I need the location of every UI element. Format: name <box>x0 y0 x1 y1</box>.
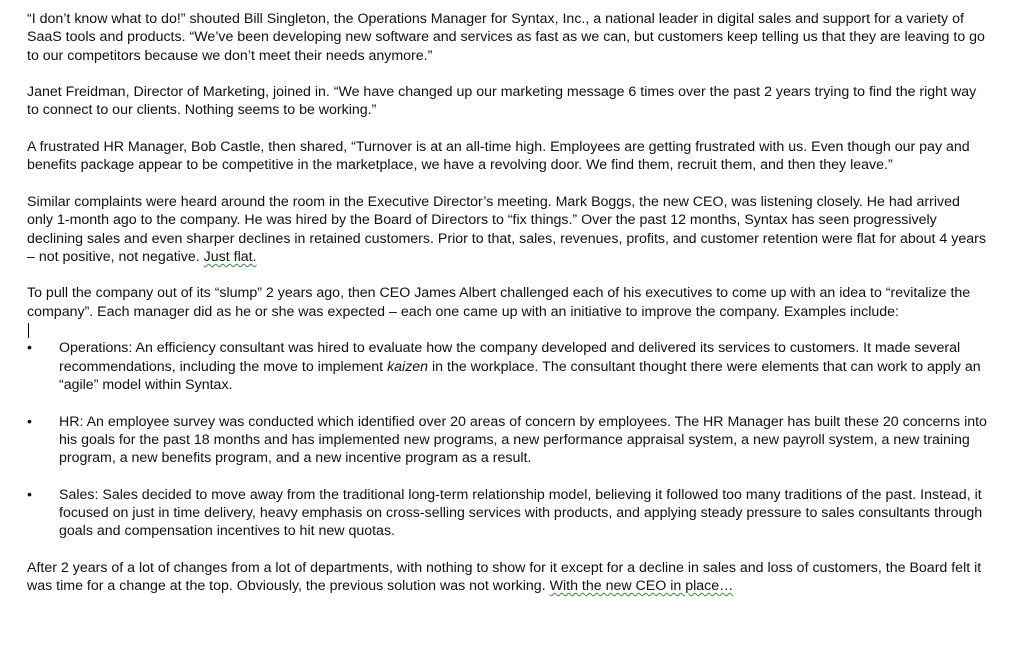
bullet-icon: • <box>27 486 32 503</box>
paragraph-marketing-quote[interactable]: Janet Freidman, Director of Marketing, joined in. “We have changed up our marketing message 6 times over the past 2 years trying to find the right way to connect to our clients. Nothing seems to be working.” <box>27 84 977 119</box>
list-item-hr[interactable] <box>27 413 989 468</box>
italic-term: kaizen <box>387 358 429 375</box>
list-item-text: Operations: An efficiency consultant was hired to evaluate how the company developed and delivered its services to customers. It made several recommendations, including the move to implement <box>59 340 961 375</box>
paragraph-hr-quote[interactable]: A frustrated HR Manager, Bob Castle, then shared, “Turnover is at an all-time high. Employees are getting frustrated with us. Even though our pay and benefits package appear to be competitive in the marketplace, we have a revolving door. We find them, recruit them, and then they leave.” <box>27 139 970 174</box>
list-item-text: HR: An employee survey was conducted which identified over 20 areas of concern by employees. The HR Manager has built these 20 concerns into his goals for the past 18 months and has implemented new programs, a new performance appraisal system, a new payroll system, a new training program, a new benefits program, and a new incentive program as a result. <box>59 413 987 467</box>
list-item-sales[interactable] <box>27 486 989 541</box>
bullet-icon: • <box>27 413 32 430</box>
initiatives-list <box>27 339 989 540</box>
document-body[interactable] <box>27 10 989 596</box>
list-item-text: Sales: Sales decided to move away from the traditional long-term relationship model, believing it followed too many traditions of the past. Instead, it focused on just in time delivery, heavy emphasis on cross-selling services with products, and applying steady pressure to sales consultants through goals and compensation incentives to hit new quotas. <box>59 486 983 540</box>
paragraph-executive-meeting[interactable] <box>27 193 989 266</box>
paragraph-operations-quote[interactable]: “I don’t know what to do!” shouted Bill Singleton, the Operations Manager for Syntax, Inc., a national leader in digital sales and support for a variety of SaaS tools and products. “We’ve been developing new software and services as fast as we can, but customers keep telling us that they are leaving to go to our competitors because we don’t meet their needs anymore.” <box>27 11 985 64</box>
paragraph-text: Similar complaints were heard around the room in the Executive Director’s meeting. Mark Boggs, the new CEO, was listening closely. He had arrived only 1-month ago to the company. He was hired by the Board of Directors to “fix things.” Over the past 12 months, Syntax has seen progressively declining sales and even sharper declines in retained customers. Prior to that, sales, revenues, profits, and customer retention were flat for about 4 years – not positive, not negative. <box>27 193 986 265</box>
text-cursor <box>28 323 29 338</box>
paragraph-board-change[interactable] <box>27 559 989 596</box>
bullet-icon: • <box>27 340 32 357</box>
list-item-text: in the workplace. The consultant thought there were elements that can work to apply an “agile” model within Syntax. <box>59 358 981 393</box>
grammar-flagged-text[interactable]: With the new CEO in place… <box>549 578 734 595</box>
list-item-operations[interactable] <box>27 339 989 394</box>
empty-line[interactable] <box>27 321 989 339</box>
grammar-flagged-text[interactable]: Just flat. <box>203 248 257 265</box>
paragraph-revitalize[interactable]: To pull the company out of its “slump” 2 years ago, then CEO James Albert challenged each of his executives to come up with an idea to “revitalize the company”. Each manager did as he or she was expected – each one came up with an initiative to improve the company. Examples include: <box>27 285 971 320</box>
paragraph-text: After 2 years of a lot of changes from a lot of departments, with nothing to show for it except for a decline in sales and loss of customers, the Board felt it was time for a change at the top. Obviously, the previous solution was not working. <box>27 559 982 595</box>
